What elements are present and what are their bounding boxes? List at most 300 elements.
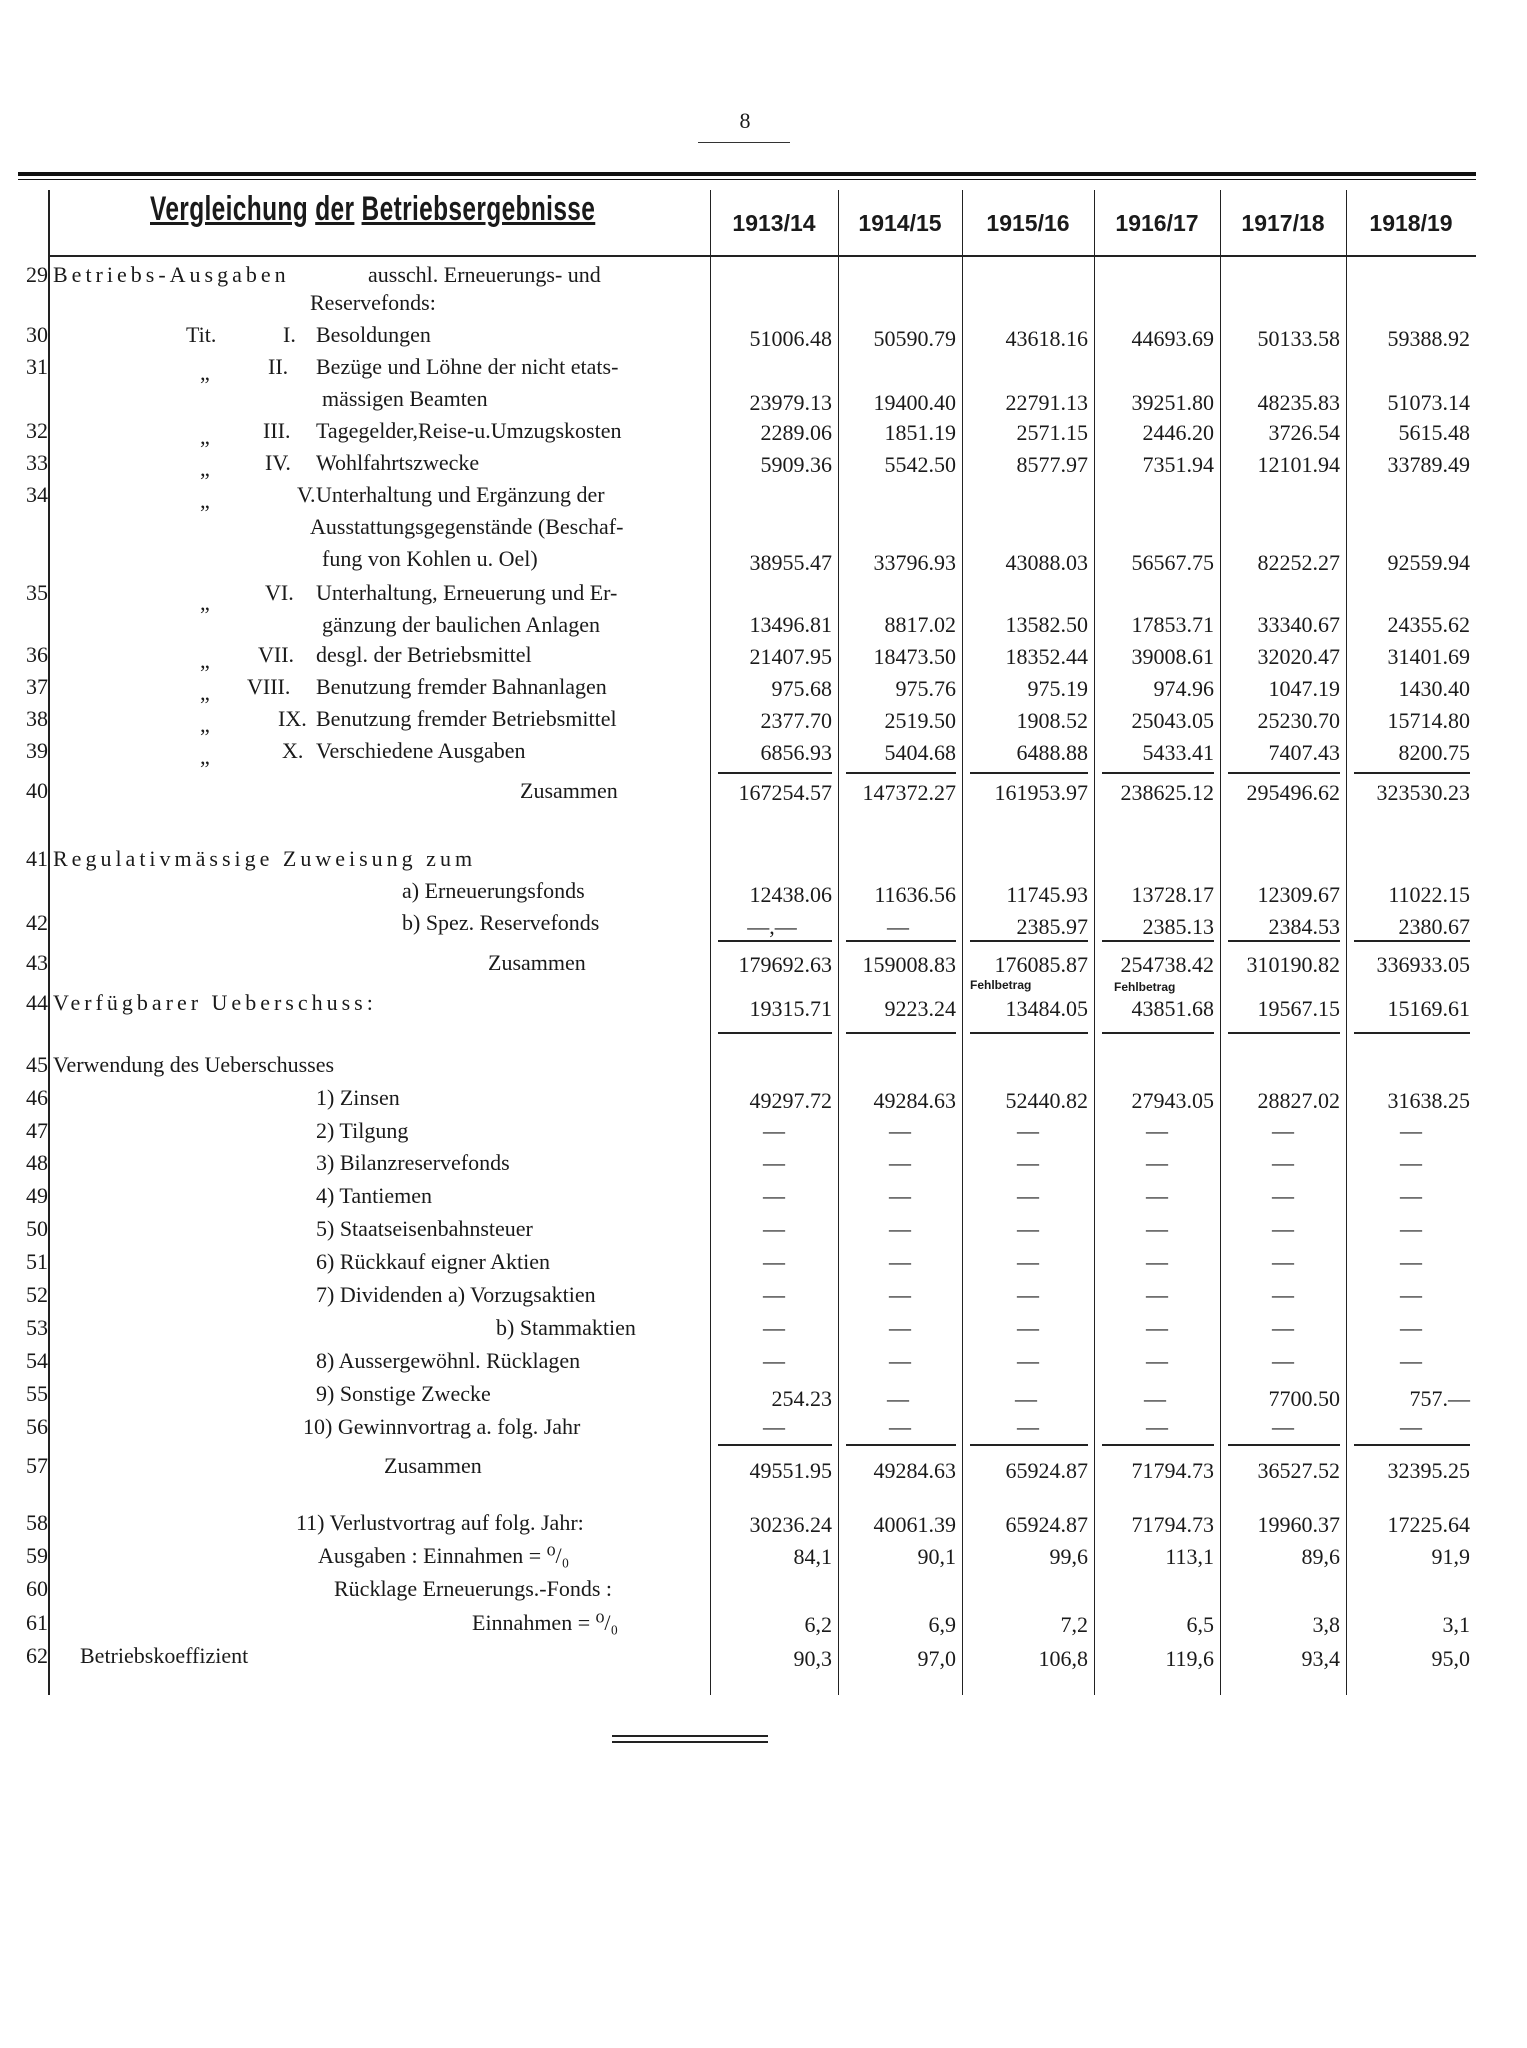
- cell-40-1915-16: 161953.97: [994, 780, 1088, 805]
- sum-line: [970, 772, 1088, 774]
- cell-61-1917-18: 3,8: [1312, 1612, 1340, 1637]
- cell-51-dash: —: [763, 1249, 785, 1274]
- cell-38-1918-19: 15714.80: [1387, 708, 1470, 733]
- line-number-57: 57: [26, 1453, 48, 1478]
- cell-38-1914-15: 2519.50: [884, 708, 956, 733]
- cell-39-1915-16: 6488.88: [1016, 740, 1088, 765]
- roman-4: IV.: [265, 450, 291, 475]
- sum-line: [970, 940, 1088, 942]
- cell-33-1915-16: 8577.97: [1016, 452, 1088, 477]
- cell-57-1918-19: 32395.25: [1387, 1458, 1470, 1483]
- column-header-1918-19: 1918/19: [1369, 209, 1453, 236]
- cell-56-dash: —: [1400, 1414, 1422, 1439]
- desc-bezuege: Bezüge und Löhne der nicht etats-: [316, 354, 619, 379]
- label-staatseisenbahnsteuer: 5) Staatseisenbahnsteuer: [316, 1216, 533, 1241]
- cell-39-1913-14: 6856.93: [760, 740, 832, 765]
- cell-61-1915-16: 7,2: [1060, 1612, 1088, 1637]
- cell-42-1916-17: 2385.13: [1142, 914, 1214, 939]
- sum-line: [718, 772, 832, 774]
- line-number-58: 58: [26, 1510, 48, 1535]
- cell-47-dash: —: [1400, 1118, 1422, 1143]
- cell-62-1914-15: 97,0: [917, 1646, 956, 1671]
- cell-39-1914-15: 5404.68: [884, 740, 956, 765]
- cell-35-1914-15: 8817.02: [884, 612, 956, 637]
- cell-52-dash: —: [889, 1282, 911, 1307]
- label-dividenden: 7) Dividenden a) Vorzugsaktien: [316, 1282, 596, 1307]
- cell-47-dash: —: [1146, 1118, 1168, 1143]
- line-number-38: 38: [26, 706, 48, 731]
- cell-37-1916-17: 974.96: [1153, 676, 1214, 701]
- line-number-50: 50: [26, 1216, 48, 1241]
- cell-49-dash: —: [763, 1183, 785, 1208]
- cell-39-1916-17: 5433.41: [1142, 740, 1214, 765]
- cell-52-dash: —: [1017, 1282, 1039, 1307]
- label-aussergewoehnl: 8) Aussergewöhnl. Rücklagen: [316, 1348, 581, 1373]
- sum-line: [1354, 940, 1470, 942]
- label-ausgaben-einnahmen: Ausgaben : Einnahmen = ⁰/₀: [318, 1543, 570, 1568]
- line-number-34: 34: [26, 482, 48, 507]
- cell-50-dash: —: [1017, 1216, 1039, 1241]
- cell-31-1914-15: 19400.40: [873, 390, 956, 415]
- line-number-29: 29: [26, 262, 48, 287]
- line-number-37: 37: [26, 674, 48, 699]
- line-number-33: 33: [26, 450, 48, 475]
- cell-38-1913-14: 2377.70: [760, 708, 832, 733]
- cell-35-1915-16: 13582.50: [1005, 612, 1088, 637]
- cell-42-1918-19: 2380.67: [1398, 914, 1470, 939]
- desc-wohlfahrt: Wohlfahrtszwecke: [316, 450, 480, 475]
- cell-54-dash: —: [763, 1348, 785, 1373]
- cell-57-1913-14: 49551.95: [749, 1458, 832, 1483]
- cell-52-dash: —: [763, 1282, 785, 1307]
- cell-59-1916-17: 113,1: [1165, 1544, 1214, 1569]
- cell-32-1913-14: 2289.06: [760, 420, 832, 445]
- line-number-45: 45: [26, 1052, 48, 1077]
- label-zinsen: 1) Zinsen: [316, 1085, 400, 1110]
- cell-37-1913-14: 975.68: [771, 676, 832, 701]
- column-header-1913-14: 1913/14: [732, 209, 816, 236]
- cell-44-1916-17: 43851.68: [1131, 996, 1214, 1021]
- cell-59-1918-19: 91,9: [1431, 1544, 1470, 1569]
- cell-42-1914-15: —: [887, 914, 909, 939]
- fehlbetrag-label: Fehlbetrag: [970, 978, 1032, 992]
- roman-3: III.: [263, 418, 291, 443]
- end-rule: [612, 1741, 768, 1743]
- cell-51-dash: —: [1400, 1249, 1422, 1274]
- cell-62-1916-17: 119,6: [1165, 1646, 1214, 1671]
- line-number-40: 40: [26, 778, 48, 803]
- cell-43-1913-14: 179692.63: [738, 952, 832, 977]
- cell-58-1915-16: 65924.87: [1005, 1512, 1088, 1537]
- cell-48-dash: —: [1017, 1150, 1039, 1175]
- cell-50-dash: —: [889, 1216, 911, 1241]
- cell-34-1916-17: 56567.75: [1131, 550, 1214, 575]
- cell-40-1917-18: 295496.62: [1246, 780, 1340, 805]
- sum-line: [846, 940, 956, 942]
- cell-55-1915-16: —: [1015, 1386, 1037, 1411]
- line-number-35: 35: [26, 580, 48, 605]
- cell-55-1914-15: —: [887, 1386, 909, 1411]
- cell-34-1918-19: 92559.94: [1387, 550, 1470, 575]
- cell-58-1913-14: 30236.24: [749, 1512, 832, 1537]
- column-header-1917-18: 1917/18: [1241, 209, 1325, 236]
- cell-31-1915-16: 22791.13: [1005, 390, 1088, 415]
- cell-47-dash: —: [1017, 1118, 1039, 1143]
- cell-51-dash: —: [889, 1249, 911, 1274]
- cell-31-1917-18: 48235.83: [1257, 390, 1340, 415]
- cell-59-1913-14: 84,1: [793, 1544, 832, 1569]
- sum-line: [1102, 940, 1214, 942]
- cell-53-dash: —: [889, 1315, 911, 1340]
- line-number-52: 52: [26, 1282, 48, 1307]
- cell-55-1913-14: 254.23: [771, 1386, 832, 1411]
- cell-50-dash: —: [1272, 1216, 1294, 1241]
- cell-40-1914-15: 147372.27: [862, 780, 956, 805]
- line-number-51: 51: [26, 1249, 48, 1274]
- label-ruecklage: Rücklage Erneuerungs.-Fonds :: [334, 1576, 612, 1601]
- cell-46-1913-14: 49297.72: [749, 1088, 832, 1113]
- cell-55-1916-17: —: [1144, 1386, 1166, 1411]
- line-number-46: 46: [26, 1085, 48, 1110]
- label-einnahmen: Einnahmen = ⁰/₀: [472, 1610, 619, 1635]
- cell-54-dash: —: [1146, 1348, 1168, 1373]
- cell-38-1917-18: 25230.70: [1257, 708, 1340, 733]
- cell-41-1917-18: 12309.67: [1257, 882, 1340, 907]
- desc-unterhaltung-cont2: fung von Kohlen u. Oel): [322, 546, 538, 571]
- cell-36-1918-19: 31401.69: [1387, 644, 1470, 669]
- label-erneuerungsfonds: a) Erneuerungsfonds: [402, 878, 585, 903]
- ditto-mark: „: [200, 712, 210, 737]
- label-zusammen-57: Zusammen: [384, 1453, 482, 1478]
- section-betriebsausgaben-cont2: Reservefonds:: [310, 290, 436, 315]
- label-zusammen-43: Zusammen: [488, 950, 586, 975]
- label-tilgung: 2) Tilgung: [316, 1118, 409, 1143]
- cell-46-1918-19: 31638.25: [1387, 1088, 1470, 1113]
- sum-line: [1354, 1032, 1470, 1034]
- cell-56-dash: —: [763, 1414, 785, 1439]
- sum-line: [1228, 940, 1340, 942]
- cell-53-dash: —: [1146, 1315, 1168, 1340]
- cell-50-dash: —: [1400, 1216, 1422, 1241]
- cell-31-1916-17: 39251.80: [1131, 390, 1214, 415]
- cell-37-1915-16: 975.19: [1027, 676, 1088, 701]
- label-spez-reservefonds: b) Spez. Reservefonds: [402, 910, 600, 935]
- sum-line: [1354, 1444, 1470, 1446]
- column-divider: [710, 190, 711, 1695]
- cell-61-1913-14: 6,2: [804, 1612, 832, 1637]
- cell-49-dash: —: [1400, 1183, 1422, 1208]
- desc-unterhaltung-cont: Ausstattungsgegenstände (Beschaf-: [310, 514, 624, 539]
- line-number-54: 54: [26, 1348, 48, 1373]
- cell-34-1915-16: 43088.03: [1005, 550, 1088, 575]
- cell-46-1915-16: 52440.82: [1005, 1088, 1088, 1113]
- label-verlustvortrag: 11) Verlustvortrag auf folg. Jahr:: [296, 1510, 584, 1535]
- cell-43-1918-19: 336933.05: [1376, 952, 1470, 977]
- line-number-divider: [48, 190, 50, 1695]
- cell-57-1914-15: 49284.63: [873, 1458, 956, 1483]
- cell-33-1917-18: 12101.94: [1257, 452, 1340, 477]
- label-bilanzreservefonds: 3) Bilanzreservefonds: [316, 1150, 510, 1175]
- line-number-39: 39: [26, 738, 48, 763]
- ditto-mark: „: [200, 456, 210, 481]
- cell-50-dash: —: [763, 1216, 785, 1241]
- cell-48-dash: —: [1146, 1150, 1168, 1175]
- roman-10: X.: [282, 738, 304, 763]
- cell-59-1914-15: 90,1: [917, 1544, 956, 1569]
- cell-40-1916-17: 238625.12: [1120, 780, 1214, 805]
- section-betriebsausgaben-cont: ausschl. Erneuerungs- und: [368, 262, 601, 287]
- desc-tagegelder: Tagegelder,Reise-u.Umzugskosten: [316, 418, 622, 443]
- cell-55-1917-18: 7700.50: [1268, 1386, 1340, 1411]
- label-rueckkauf: 6) Rückkauf eigner Aktien: [316, 1249, 550, 1274]
- roman-6: VI.: [265, 580, 294, 605]
- cell-44-1915-16: 13484.05: [1005, 996, 1088, 1021]
- table-title: Vergleichung der Betriebsergebnisse: [150, 190, 596, 228]
- cell-51-dash: —: [1272, 1249, 1294, 1274]
- line-number-47: 47: [26, 1118, 48, 1143]
- cell-54-dash: —: [889, 1348, 911, 1373]
- cell-30-1913-14: 51006.48: [749, 326, 832, 351]
- line-number-31: 31: [26, 354, 48, 379]
- cell-43-1916-17: 254738.42: [1120, 952, 1214, 977]
- cell-46-1917-18: 28827.02: [1257, 1088, 1340, 1113]
- label-tantiemen: 4) Tantiemen: [316, 1183, 432, 1208]
- sum-line: [970, 1444, 1088, 1446]
- cell-44-1914-15: 9223.24: [884, 996, 956, 1021]
- cell-57-1916-17: 71794.73: [1131, 1458, 1214, 1483]
- sum-line: [1228, 1444, 1340, 1446]
- section-ueberschuss: Verfügbarer Ueberschuss:: [53, 990, 377, 1015]
- header-bottom-rule: [48, 255, 1476, 257]
- column-header-1915-16: 1915/16: [986, 209, 1070, 236]
- roman-9: IX.: [278, 706, 307, 731]
- cell-32-1917-18: 3726.54: [1268, 420, 1340, 445]
- cell-52-dash: —: [1272, 1282, 1294, 1307]
- cell-42-1915-16: 2385.97: [1016, 914, 1088, 939]
- cell-33-1913-14: 5909.36: [760, 452, 832, 477]
- cell-46-1916-17: 27943.05: [1131, 1088, 1214, 1113]
- cell-40-1918-19: 323530.23: [1376, 780, 1470, 805]
- cell-53-dash: —: [1272, 1315, 1294, 1340]
- line-number-49: 49: [26, 1183, 48, 1208]
- label-zusammen-40: Zusammen: [520, 778, 618, 803]
- cell-61-1918-19: 3,1: [1442, 1612, 1470, 1637]
- cell-36-1917-18: 32020.47: [1257, 644, 1340, 669]
- cell-56-dash: —: [1017, 1414, 1039, 1439]
- cell-48-dash: —: [1272, 1150, 1294, 1175]
- cell-58-1917-18: 19960.37: [1257, 1512, 1340, 1537]
- cell-30-1918-19: 59388.92: [1387, 326, 1470, 351]
- cell-30-1917-18: 50133.58: [1257, 326, 1340, 351]
- column-header-1914-15: 1914/15: [858, 209, 942, 236]
- line-number-44: 44: [26, 990, 48, 1015]
- line-number-60: 60: [26, 1576, 48, 1601]
- line-number-43: 43: [26, 950, 48, 975]
- sum-line: [970, 1032, 1088, 1034]
- cell-44-1913-14: 19315.71: [749, 996, 832, 1021]
- roman-8: VIII.: [247, 674, 291, 699]
- cell-32-1916-17: 2446.20: [1142, 420, 1214, 445]
- cell-37-1918-19: 1430.40: [1398, 676, 1470, 701]
- cell-39-1917-18: 7407.43: [1268, 740, 1340, 765]
- desc-betriebsmittel: desgl. der Betriebsmittel: [316, 642, 532, 667]
- roman-7: VII.: [258, 642, 295, 667]
- sum-line: [1102, 1032, 1214, 1034]
- column-divider: [838, 190, 839, 1695]
- cell-49-dash: —: [1146, 1183, 1168, 1208]
- page-number: 8: [739, 108, 751, 133]
- cell-53-dash: —: [1400, 1315, 1422, 1340]
- line-number-48: 48: [26, 1150, 48, 1175]
- cell-41-1914-15: 11636.56: [874, 882, 956, 907]
- cell-47-dash: —: [763, 1118, 785, 1143]
- cell-53-dash: —: [1017, 1315, 1039, 1340]
- cell-51-dash: —: [1017, 1249, 1039, 1274]
- column-divider: [962, 190, 963, 1695]
- cell-34-1913-14: 38955.47: [749, 550, 832, 575]
- cell-44-1918-19: 15169.61: [1387, 996, 1470, 1021]
- tit-label: Tit.: [186, 322, 217, 347]
- cell-54-dash: —: [1400, 1348, 1422, 1373]
- ditto-mark: „: [200, 590, 210, 615]
- cell-34-1917-18: 82252.27: [1257, 550, 1340, 575]
- cell-43-1917-18: 310190.82: [1246, 952, 1340, 977]
- cell-32-1914-15: 1851.19: [884, 420, 956, 445]
- cell-37-1914-15: 975.76: [895, 676, 956, 701]
- cell-41-1915-16: 11745.93: [1006, 882, 1088, 907]
- cell-56-dash: —: [889, 1414, 911, 1439]
- cell-54-dash: —: [1272, 1348, 1294, 1373]
- sum-line: [1228, 772, 1340, 774]
- cell-48-dash: —: [889, 1150, 911, 1175]
- cell-35-1917-18: 33340.67: [1257, 612, 1340, 637]
- line-number-32: 32: [26, 418, 48, 443]
- label-sonstige: 9) Sonstige Zwecke: [316, 1381, 491, 1406]
- sum-line: [846, 772, 956, 774]
- cell-51-dash: —: [1146, 1249, 1168, 1274]
- line-number-30: 30: [26, 322, 48, 347]
- column-divider: [1220, 190, 1221, 1695]
- cell-47-dash: —: [889, 1118, 911, 1143]
- line-number-41: 41: [26, 846, 48, 871]
- sum-line: [718, 940, 832, 942]
- desc-unterhaltung: Unterhaltung und Ergänzung der: [316, 482, 605, 507]
- cell-54-dash: —: [1017, 1348, 1039, 1373]
- sum-line: [1354, 772, 1470, 774]
- cell-30-1915-16: 43618.16: [1005, 326, 1088, 351]
- label-gewinnvortrag: 10) Gewinnvortrag a. folg. Jahr: [303, 1414, 581, 1439]
- cell-59-1917-18: 89,6: [1301, 1544, 1340, 1569]
- cell-53-dash: —: [763, 1315, 785, 1340]
- ditto-mark: „: [200, 488, 210, 513]
- sum-line: [846, 1444, 956, 1446]
- cell-34-1914-15: 33796.93: [873, 550, 956, 575]
- cell-56-dash: —: [1146, 1414, 1168, 1439]
- column-divider: [1346, 190, 1347, 1695]
- cell-32-1915-16: 2571.15: [1016, 420, 1088, 445]
- desc-besoldungen: Besoldungen: [316, 322, 431, 347]
- cell-61-1914-15: 6,9: [928, 1612, 956, 1637]
- end-rule: [612, 1735, 768, 1737]
- section-regulativ: Regulativmässige Zuweisung zum: [53, 846, 477, 871]
- cell-56-dash: —: [1272, 1414, 1294, 1439]
- ditto-mark: „: [200, 680, 210, 705]
- cell-37-1917-18: 1047.19: [1268, 676, 1340, 701]
- cell-62-1917-18: 93,4: [1301, 1646, 1340, 1671]
- line-number-36: 36: [26, 642, 48, 667]
- cell-35-1916-17: 17853.71: [1131, 612, 1214, 637]
- desc-bauliche: Unterhaltung, Erneuerung und Er-: [316, 580, 618, 605]
- cell-36-1914-15: 18473.50: [873, 644, 956, 669]
- cell-36-1916-17: 39008.61: [1131, 644, 1214, 669]
- cell-58-1914-15: 40061.39: [873, 1512, 956, 1537]
- cell-41-1916-17: 13728.17: [1131, 882, 1214, 907]
- desc-fremde-betriebsmittel: Benutzung fremder Betriebsmittel: [316, 706, 617, 731]
- desc-bahnanlagen: Benutzung fremder Bahnanlagen: [316, 674, 607, 699]
- cell-48-dash: —: [763, 1150, 785, 1175]
- cell-43-1914-15: 159008.83: [862, 952, 956, 977]
- cell-31-1913-14: 23979.13: [749, 390, 832, 415]
- cell-32-1918-19: 5615.48: [1398, 420, 1470, 445]
- cell-30-1916-17: 44693.69: [1131, 326, 1214, 351]
- cell-52-dash: —: [1400, 1282, 1422, 1307]
- cell-35-1913-14: 13496.81: [749, 612, 832, 637]
- cell-42-1913-14: —,—: [747, 914, 797, 939]
- cell-59-1915-16: 99,6: [1049, 1544, 1088, 1569]
- sum-line: [718, 1444, 832, 1446]
- cell-33-1914-15: 5542.50: [884, 452, 956, 477]
- cell-55-1918-19: 757.—: [1409, 1386, 1470, 1411]
- sum-line: [718, 1032, 832, 1034]
- cell-58-1916-17: 71794.73: [1131, 1512, 1214, 1537]
- cell-47-dash: —: [1272, 1118, 1294, 1143]
- line-number-55: 55: [26, 1381, 48, 1406]
- cell-30-1914-15: 50590.79: [873, 326, 956, 351]
- fehlbetrag-label: Fehlbetrag: [1114, 980, 1176, 994]
- roman-1: I.: [283, 322, 296, 347]
- cell-62-1915-16: 106,8: [1038, 1646, 1088, 1671]
- cell-49-dash: —: [1017, 1183, 1039, 1208]
- cell-36-1915-16: 18352.44: [1005, 644, 1088, 669]
- cell-36-1913-14: 21407.95: [749, 644, 832, 669]
- cell-42-1917-18: 2384.53: [1268, 914, 1340, 939]
- cell-38-1916-17: 25043.05: [1131, 708, 1214, 733]
- roman-5: V.: [297, 482, 316, 507]
- cell-33-1918-19: 33789.49: [1387, 452, 1470, 477]
- desc-verschiedene: Verschiedene Ausgaben: [316, 738, 526, 763]
- ditto-mark: „: [200, 360, 210, 385]
- cell-41-1918-19: 11022.15: [1388, 882, 1470, 907]
- top-rule: [18, 172, 1476, 176]
- desc-bauliche-cont: gänzung der baulichen Anlagen: [322, 612, 600, 637]
- line-number-61: 61: [26, 1610, 48, 1635]
- cell-35-1918-19: 24355.62: [1387, 612, 1470, 637]
- cell-62-1918-19: 95,0: [1431, 1646, 1470, 1671]
- cell-50-dash: —: [1146, 1216, 1168, 1241]
- line-number-62: 62: [26, 1643, 48, 1668]
- cell-48-dash: —: [1400, 1150, 1422, 1175]
- cell-38-1915-16: 1908.52: [1016, 708, 1088, 733]
- line-number-42: 42: [26, 910, 48, 935]
- roman-2: II.: [268, 354, 289, 379]
- cell-52-dash: —: [1146, 1282, 1168, 1307]
- page-number-underline: [698, 142, 790, 143]
- label-stammaktien: b) Stammaktien: [496, 1315, 636, 1340]
- cell-58-1918-19: 17225.64: [1387, 1512, 1470, 1537]
- sum-line: [1102, 772, 1214, 774]
- cell-57-1917-18: 36527.52: [1257, 1458, 1340, 1483]
- cell-46-1914-15: 49284.63: [873, 1088, 956, 1113]
